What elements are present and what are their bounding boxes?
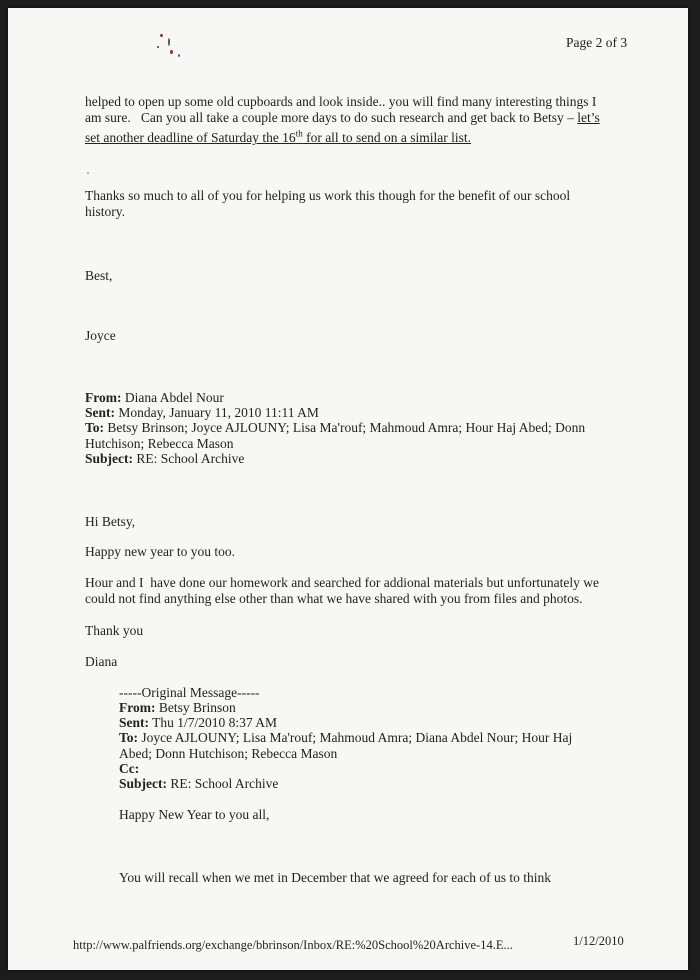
label: Subject: <box>119 776 167 791</box>
label: To: <box>119 730 139 745</box>
superscript: th <box>295 128 303 139</box>
label: From: <box>119 700 156 715</box>
value: Joyce AJLOUNY; Lisa Ma'rouf; Mahmoud Amra; Diana Abdel Nour; Hour Haj <box>138 730 573 745</box>
value: Monday, January 11, 2010 11:11 AM <box>115 405 319 420</box>
value: Thu 1/7/2010 8:37 AM <box>149 715 278 730</box>
text-span: for all to send on a similar list. <box>302 130 472 145</box>
label: From: <box>85 390 122 405</box>
ink-specks <box>148 32 188 72</box>
text-line: helped to open up some old cupboards and look inside.. you will find many interesting things I <box>85 94 597 109</box>
document-page <box>8 8 688 970</box>
label: Cc: <box>119 761 140 776</box>
header-to <box>85 420 585 436</box>
header-from <box>85 390 224 406</box>
header-to-cont: Hutchison; Rebecca Mason <box>85 436 234 451</box>
value: RE: School Archive <box>133 451 245 466</box>
label: Sent: <box>119 715 149 730</box>
label: Sent: <box>85 405 115 420</box>
sender-name: Diana <box>85 654 118 669</box>
orig-cc <box>119 761 139 777</box>
page-number: Page 2 of 3 <box>566 35 628 50</box>
text-line: Thanks so much to all of you for helping us work this though for the benefit of our school <box>85 188 571 203</box>
text-line: Happy new year to you too. <box>85 544 235 559</box>
text-line: Hour and I have done our homework and searched for addional materials but unfortunately we <box>85 575 599 590</box>
orig-to-cont: Abed; Donn Hutchison; Rebecca Mason <box>119 746 338 761</box>
text-span: am sure. Can you all take a couple more days to do such research and get back to Betsy – <box>85 110 578 125</box>
orig-sent <box>119 715 277 731</box>
original-message-marker: -----Original Message----- <box>119 685 260 700</box>
stray-mark <box>87 172 89 174</box>
text-line: history. <box>85 204 125 219</box>
header-sent <box>85 405 319 421</box>
value: Betsy Brinson <box>155 700 236 715</box>
greeting: Hi Betsy, <box>85 514 136 529</box>
underlined-line <box>85 130 471 146</box>
value: RE: School Archive <box>167 776 279 791</box>
underlined-text: let’s <box>577 110 600 125</box>
label: To: <box>85 420 105 435</box>
footer-url: http://www.palfriends.org/exchange/bbrinson/Inbox/RE:%20School%20Archive-14.E... <box>73 938 513 952</box>
text-line: could not find anything else other than what we have shared with you from files and photos. <box>85 591 583 606</box>
orig-to <box>119 730 572 746</box>
orig-greeting: Happy New Year to you all, <box>119 807 270 822</box>
footer-date: 1/12/2010 <box>573 934 624 948</box>
value: Diana Abdel Nour <box>121 390 224 405</box>
text-line: You will recall when we met in December that we agreed for each of us to think <box>119 870 551 885</box>
closing: Best, <box>85 268 113 283</box>
text-span: set another deadline of Saturday the 16 <box>85 130 296 145</box>
header-subject <box>85 451 244 467</box>
signature: Joyce <box>85 328 116 343</box>
text-line: Thank you <box>85 623 144 638</box>
text-line <box>85 110 600 126</box>
label: Subject: <box>85 451 133 466</box>
value: Betsy Brinson; Joyce AJLOUNY; Lisa Ma'rouf; Mahmoud Amra; Hour Haj Abed; Donn <box>104 420 586 435</box>
orig-subject <box>119 776 278 792</box>
orig-from <box>119 700 236 716</box>
